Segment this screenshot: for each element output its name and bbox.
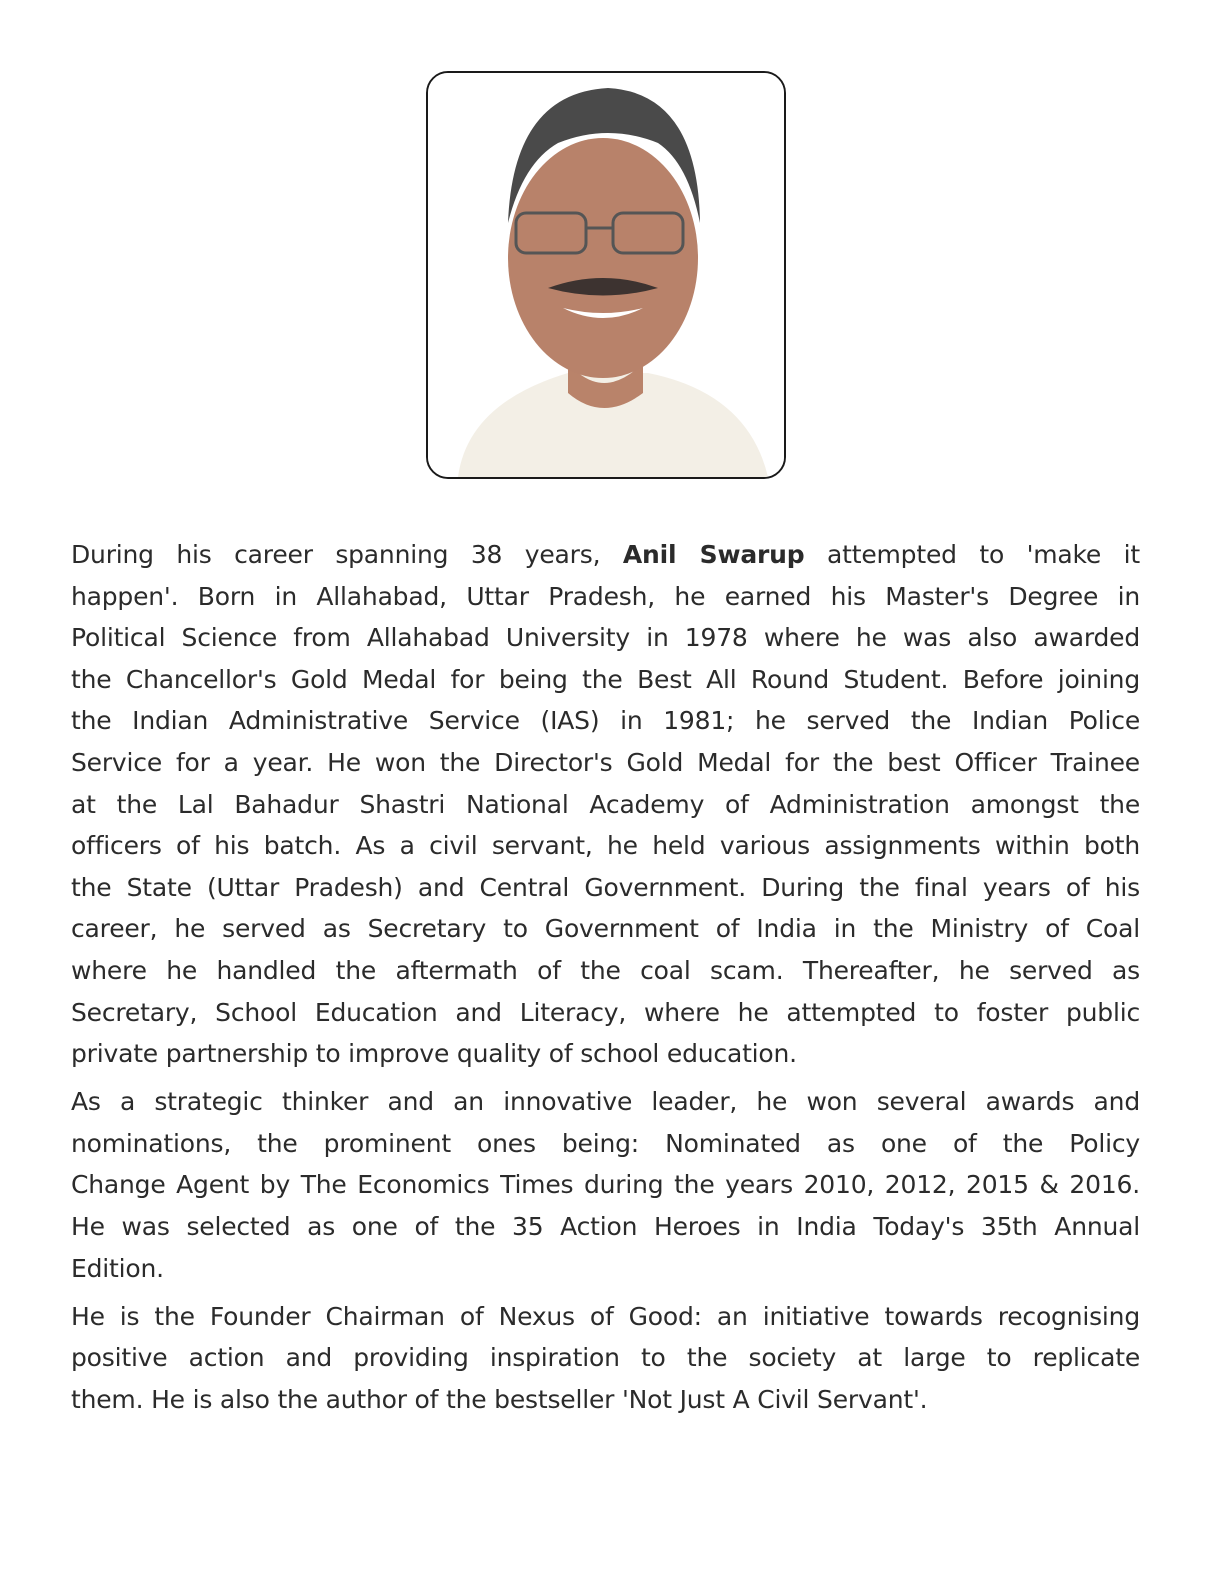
bio-line: the State (Uttar Pradesh) and Central Government. During the final years of his bbox=[71, 872, 1140, 902]
bio-line: Edition. bbox=[71, 1253, 164, 1283]
portrait-image bbox=[428, 73, 784, 477]
bio-line: nominations, the prominent ones being: Nominated as one of the Policy bbox=[71, 1128, 1140, 1158]
bio-paragraph-2 bbox=[71, 1081, 1140, 1289]
bio-line: He was selected as one of the 35 Action Heroes in India Today's 35th Annual bbox=[71, 1212, 1140, 1241]
bio-line: Change Agent by The Economics Times during the years 2010, 2012, 2015 & 2016. bbox=[71, 1170, 1140, 1200]
bio-line: positive action and providing inspiration to the society at large to replicate bbox=[71, 1343, 1140, 1373]
portrait-photo bbox=[426, 71, 786, 479]
biography bbox=[71, 534, 1140, 1427]
bio-line: them. He is also the author of the bestseller 'Not Just A Civil Servant'. bbox=[71, 1384, 928, 1414]
text: attempted to 'make it bbox=[827, 540, 1140, 569]
person-name: Anil Swarup bbox=[622, 540, 805, 569]
bio-line: the Chancellor's Gold Medal for being the Best All Round Student. Before joining bbox=[71, 664, 1140, 694]
bio-line bbox=[71, 534, 1140, 576]
bio-line: Service for a year. He won the Director's Gold Medal for the best Officer Trainee bbox=[71, 747, 1140, 777]
bio-line: career, he served as Secretary to Government of India in the Ministry of Coal bbox=[71, 914, 1140, 944]
bio-line: As a strategic thinker and an innovative leader, he won several awards and bbox=[71, 1087, 1140, 1117]
bio-line: officers of his batch. As a civil servant, he held various assignments within both bbox=[71, 831, 1140, 861]
text: During his career spanning 38 years, bbox=[71, 540, 601, 569]
bio-paragraph-1 bbox=[71, 534, 1140, 1075]
bio-line: happen'. Born in Allahabad, Uttar Pradesh, he earned his Master's Degree in bbox=[71, 581, 1140, 611]
bio-line: the Indian Administrative Service (IAS) in 1981; he served the Indian Police bbox=[71, 706, 1140, 736]
bio-line: He is the Founder Chairman of Nexus of Good: an initiative towards recognising bbox=[71, 1301, 1140, 1331]
bio-line: at the Lal Bahadur Shastri National Academy of Administration amongst the bbox=[71, 789, 1140, 819]
bio-line: where he handled the aftermath of the coal scam. Thereafter, he served as bbox=[71, 955, 1140, 985]
bio-line: private partnership to improve quality of school education. bbox=[71, 1039, 797, 1069]
bio-paragraph-3 bbox=[71, 1296, 1140, 1421]
bio-line: Secretary, School Education and Literacy, where he attempted to foster public bbox=[71, 997, 1140, 1027]
bio-line: Political Science from Allahabad University in 1978 where he was also awarded bbox=[71, 623, 1140, 653]
